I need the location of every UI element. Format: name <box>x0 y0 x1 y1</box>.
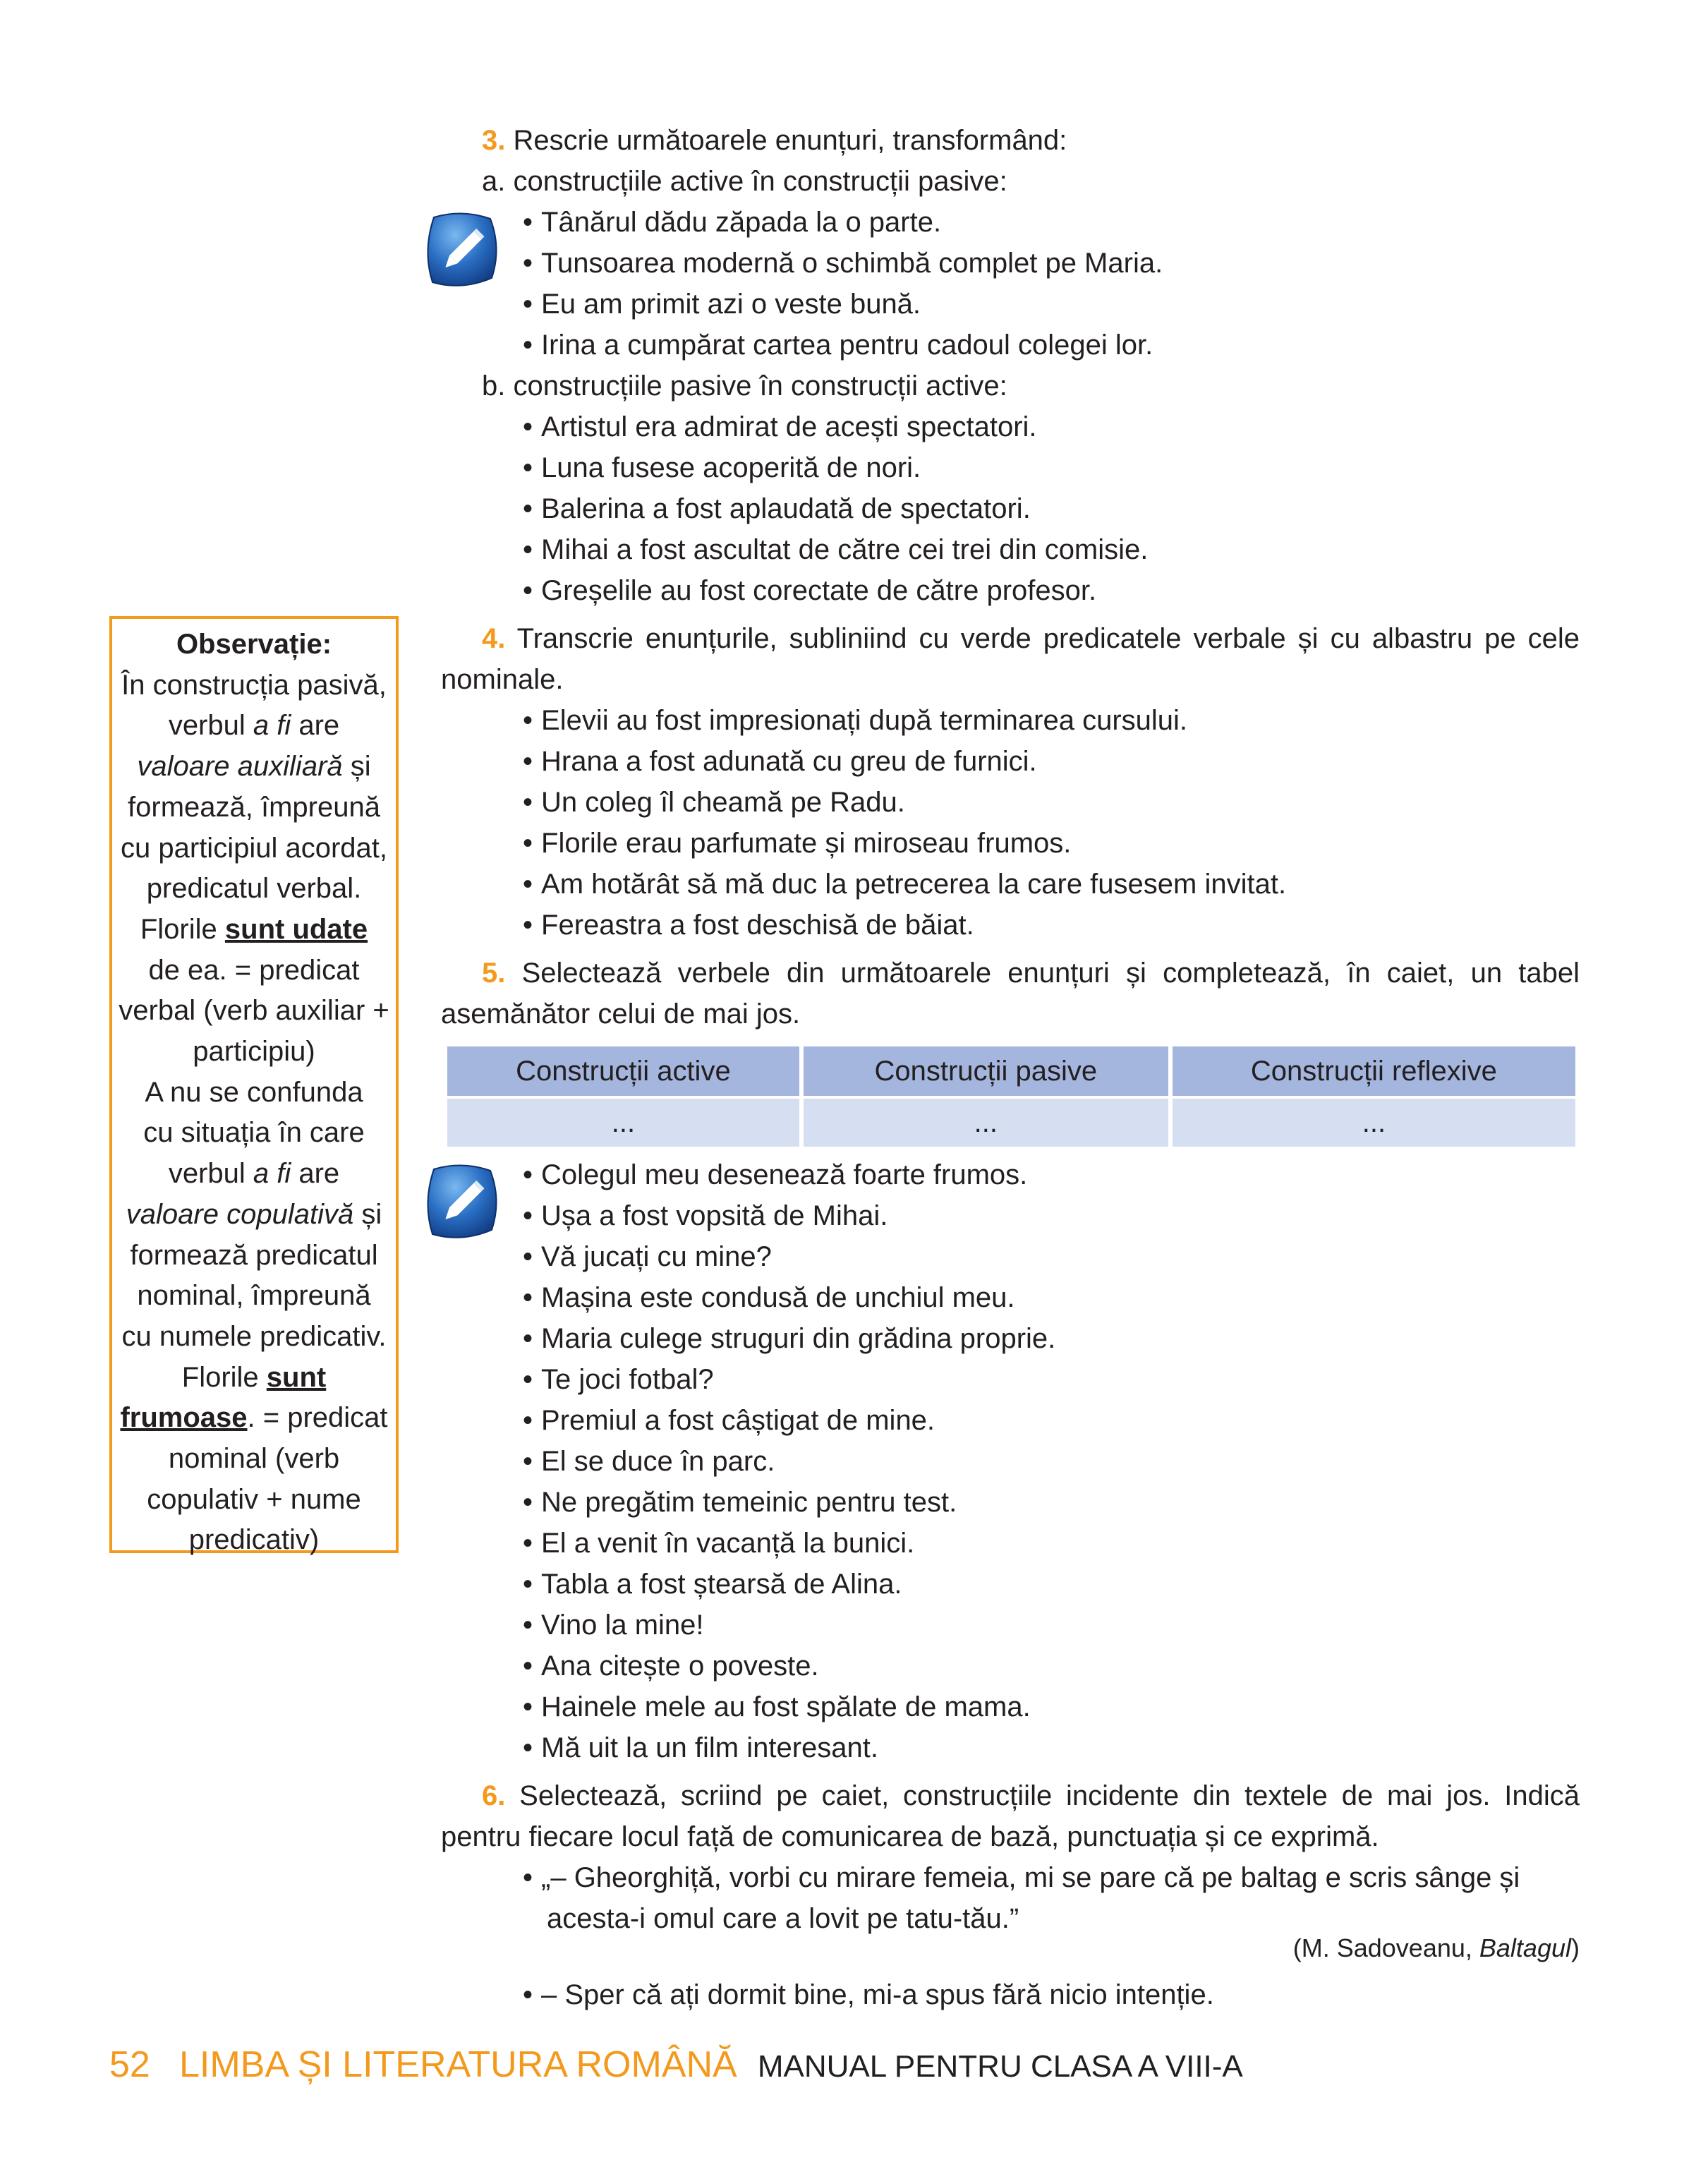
page-number: 52 <box>109 2044 150 2085</box>
pencil-icon <box>420 1161 503 1244</box>
list-item: • Tânărul dădu zăpada la o parte. <box>523 202 941 243</box>
table-header: Construcții active <box>447 1046 799 1099</box>
exercise-3-part-b: b. construcțiile pasive în construcții active: <box>482 370 1007 402</box>
list-item: • Eu am primit azi o veste bună. <box>523 284 921 325</box>
list-item: • Elevii au fost impresionați după terminarea cursului. <box>523 700 1187 741</box>
list-item: • Greșelile au fost corectate de către profesor. <box>523 570 1096 611</box>
list-item: • Am hotărât să mă duc la petrecerea la care fusesem invitat. <box>523 864 1286 905</box>
list-item: • Mihai a fost ascultat de către cei trei din comisie. <box>523 529 1148 570</box>
exercise-6-prompt: 6. Selectează, scriind pe caiet, construcțiile incidente din textele de mai jos. Indică pentru fiecare locul față de comunicarea de bază, punctuația și ce exprimă. <box>441 1780 1580 1852</box>
exercise-4-prompt: 4. Transcrie enunțurile, subliniind cu verde predicatele verbale și cu albastru pe cele nominale. <box>441 623 1580 695</box>
list-item: • Artistul era admirat de acești spectatori. <box>523 406 1037 447</box>
list-item: • Un coleg îl cheamă pe Radu. <box>523 782 905 823</box>
list-item: • Irina a cumpărat cartea pentru cadoul colegei lor. <box>523 325 1153 366</box>
list-item: • Ana citește o poveste. <box>523 1646 819 1686</box>
list-item: • Colegul meu desenează foarte frumos. <box>523 1154 1027 1195</box>
exercise-number: 5. <box>482 958 506 989</box>
list-item: • Hainele mele au fost spălate de mama. <box>523 1686 1031 1727</box>
list-item: • Tabla a fost ștearsă de Alina. <box>523 1564 902 1605</box>
list-item: • El se duce în parc. <box>523 1441 775 1482</box>
exercise-5-prompt: 5. Selectează verbele din următoarele enunțuri și completează, în caiet, un tabel asemănător celui de mai jos. <box>441 958 1580 1030</box>
list-item: • Mă uit la un film interesant. <box>523 1727 878 1768</box>
list-item: • Vino la mine! <box>523 1605 704 1646</box>
pencil-icon <box>420 209 503 292</box>
exercise-number: 6. <box>482 1780 506 1811</box>
subject-title: LIMBA ȘI LITERATURA ROMÂNĂ <box>178 2044 737 2085</box>
list-item: • Premiul a fost câștigat de mine. <box>523 1400 935 1441</box>
table-header: Construcții pasive <box>804 1046 1168 1099</box>
quote-line: • „– Gheorghiță, vorbi cu mirare femeia, mi se pare că pe baltag e scris sânge și <box>523 1857 1520 1898</box>
list-item: • Maria culege struguri din grădina proprie. <box>523 1318 1055 1359</box>
exercise-3-prompt: 3. Rescrie următoarele enunțuri, transformând: <box>482 125 1067 156</box>
list-item: • – Sper că ați dormit bine, mi-a spus fără nicio intenție. <box>523 1974 1214 2015</box>
exercise-3-part-a: a. construcțiile active în construcții pasive: <box>482 166 1007 197</box>
list-item: • El a venit în vacanță la bunici. <box>523 1523 914 1564</box>
list-item: • Vă jucați cu mine? <box>523 1236 772 1277</box>
table-cell: ... <box>804 1099 1168 1147</box>
observation-title: Observație: <box>176 629 332 660</box>
list-item: • Hrana a fost adunată cu greu de furnici. <box>523 741 1037 782</box>
list-item: • Tunsoarea modernă o schimbă complet pe Maria. <box>523 243 1163 284</box>
exercise-number: 4. <box>482 623 506 654</box>
quote-line: acesta-i omul care a lovit pe tatu-tău.” <box>547 1903 1019 1934</box>
list-item: • Luna fusese acoperită de nori. <box>523 447 921 488</box>
table-cell: ... <box>447 1099 799 1147</box>
quote-source: (M. Sadoveanu, Baltagul) <box>1292 1933 1580 1962</box>
constructions-table <box>443 1046 1580 1147</box>
list-item: • Balerina a fost aplaudată de spectatori. <box>523 488 1031 529</box>
list-item: • Te joci fotbal? <box>523 1359 714 1400</box>
page-footer <box>109 2044 1243 2086</box>
list-item: • Florile erau parfumate și miroseau frumos. <box>523 823 1071 864</box>
list-item: • Ușa a fost vopsită de Mihai. <box>523 1195 888 1236</box>
table-cell: ... <box>1173 1099 1575 1147</box>
table-header: Construcții reflexive <box>1173 1046 1575 1099</box>
list-item: • Mașina este condusă de unchiul meu. <box>523 1277 1015 1318</box>
observation-box: Observație: În construcția pasivă, verbul a fi are valoare auxiliară și formează, împreună cu participiul acordat, predicatul verbal. Florile sunt udate de ea. = predicat verbal (verb auxiliar + participiu) A nu se confunda cu situația în care verbul a fi are valoare copulativă și formează predicatul nominal, împreună cu numele predicativ. Florile sunt frumoase. = predicat nominal (verb copulativ + nume predicativ) <box>109 616 399 1553</box>
exercise-number: 3. <box>482 125 506 156</box>
manual-title: MANUAL PENTRU CLASA A VIII-A <box>757 2049 1243 2084</box>
list-item: • Ne pregătim temeinic pentru test. <box>523 1482 957 1523</box>
list-item: • Fereastra a fost deschisă de băiat. <box>523 905 974 946</box>
